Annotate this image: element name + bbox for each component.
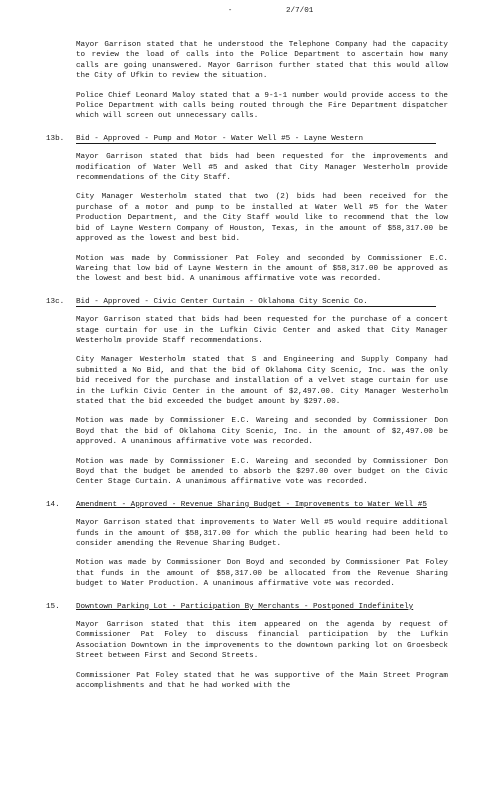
agenda-item-13b — [48, 134, 448, 144]
page-header — [0, 6, 488, 18]
item-title — [76, 602, 448, 612]
item-title-text: Bid - Approved - Pump and Motor - Water Well #5 - Layne Western — [76, 134, 364, 143]
title-underline — [76, 143, 436, 144]
item-title-text: Downtown Parking Lot - Participation By Merchants - Postponed Indefinitely — [76, 602, 414, 611]
paragraph: Mayor Garrison stated that bids had been requested for the improvements and modification of Water Well #5 and asked that City Manager Westerholm provide recommendations of the City Staff. — [76, 153, 448, 183]
agenda-item-15 — [48, 602, 448, 612]
item-title-text: Amendment - Approved - Revenue Sharing Budget - Improvements to Water Well #5 — [76, 500, 427, 509]
paragraph: Motion was made by Commissioner Pat Foley and seconded by Commissioner E.C. Wareing that low bid of Layne Western in the amount of $58,317.00 be approved as the lowest and best bid. A unanimous affirmative vote was recorded. — [76, 254, 448, 284]
page-date: 2/7/01 — [286, 7, 314, 15]
item-title — [76, 500, 448, 510]
item-number: 13b. — [46, 134, 65, 143]
item-number: 13c. — [46, 297, 65, 306]
paragraph: Mayor Garrison stated that he understood the Telephone Company had the capacity to review the load of calls into the Police Department to ascertain how many calls are going unanswered. Mayor Garrison further stated that this would allow the City of Ufkin to review the situation. — [76, 41, 448, 81]
paragraph: Police Chief Leonard Maloy stated that a 9-1-1 number would provide access to the Police Department with calls being routed through the Fire Department dispatcher which will screen out unnecessary calls. — [76, 91, 448, 121]
paragraph: Motion was made by Commissioner Don Boyd and seconded by Commissioner Pat Foley that funds in the amount of $58,317.00 be allocated from the Revenue Sharing budget to Water Production. A unanimous affirmative vote was recorded. — [76, 559, 448, 589]
paragraph: Motion was made by Commissioner E.C. Wareing and seconded by Commissioner Don Boyd that the budget be amended to absorb the $297.00 over budget on the Civic Center Stage Curtain. A unanimous affirmative vote was recorded. — [76, 457, 448, 487]
item-title — [76, 297, 448, 307]
intro-section — [48, 40, 448, 122]
minutes-body — [48, 40, 448, 701]
item-title-text: Bid - Approved - Civic Center Curtain - Oklahoma City Scenic Co. — [76, 297, 368, 306]
item-title — [76, 134, 448, 144]
paragraph: Commissioner Pat Foley stated that he was supportive of the Main Street Program accomplishments and that he had worked with the — [76, 671, 448, 691]
agenda-item-13c — [48, 297, 448, 307]
agenda-item-14 — [48, 500, 448, 510]
paragraph: Mayor Garrison stated that improvements to Water Well #5 would require additional funds in the amount of $58,317.00 for which the public hearing had been held to consider amending the Revenue Sharing Budget. — [76, 519, 448, 549]
paragraph: Mayor Garrison stated that bids had been requested for the purchase of a concert stage curtain for use in the Lufkin Civic Center and asked that City Manager Westerholm provide Staff recommendations. — [76, 316, 448, 345]
page-mark: - — [228, 7, 233, 15]
item-number: 14. — [46, 500, 60, 509]
paragraph: Motion was made by Commissioner E.C. Wareing and seconded by Commissioner Don Boyd that the bid of Oklahoma City Scenic, Inc. in the amount of $2,497.00 be approved. A unanimous affirmative vote was recorded. — [76, 417, 448, 447]
title-underline — [76, 306, 436, 307]
paragraph: Mayor Garrison stated that this item appeared on the agenda by request of Commissioner Pat Foley to discuss financial participation by the Lufkin Association Downtown in the improvements to the downtown parking lot on Groesbeck Street between First and Second Streets. — [76, 621, 448, 661]
item-number: 15. — [46, 602, 60, 611]
paragraph: City Manager Westerholm stated that S and Engineering and Supply Company had submitted a No Bid, and that the bid of Oklahoma City Scenic, Inc. was the only bid received for the purchase and installation of a velvet stage curtain for use in the Lufkin Civic Center in the amount of $2,497.00. City Manager Westerholm stated that the bid exceeded the budget amount by $297.00. — [76, 356, 448, 406]
paragraph: City Manager Westerholm stated that two (2) bids had been received for the purchase of a motor and pump to be installed at Water Well #5 for the Water Production Department, and the City Staff would like to recommend that the low bid of Layne Western Company of Houston, Texas, in the amount of $58,317.00 be approved as the lowest and best bid. — [76, 193, 448, 244]
